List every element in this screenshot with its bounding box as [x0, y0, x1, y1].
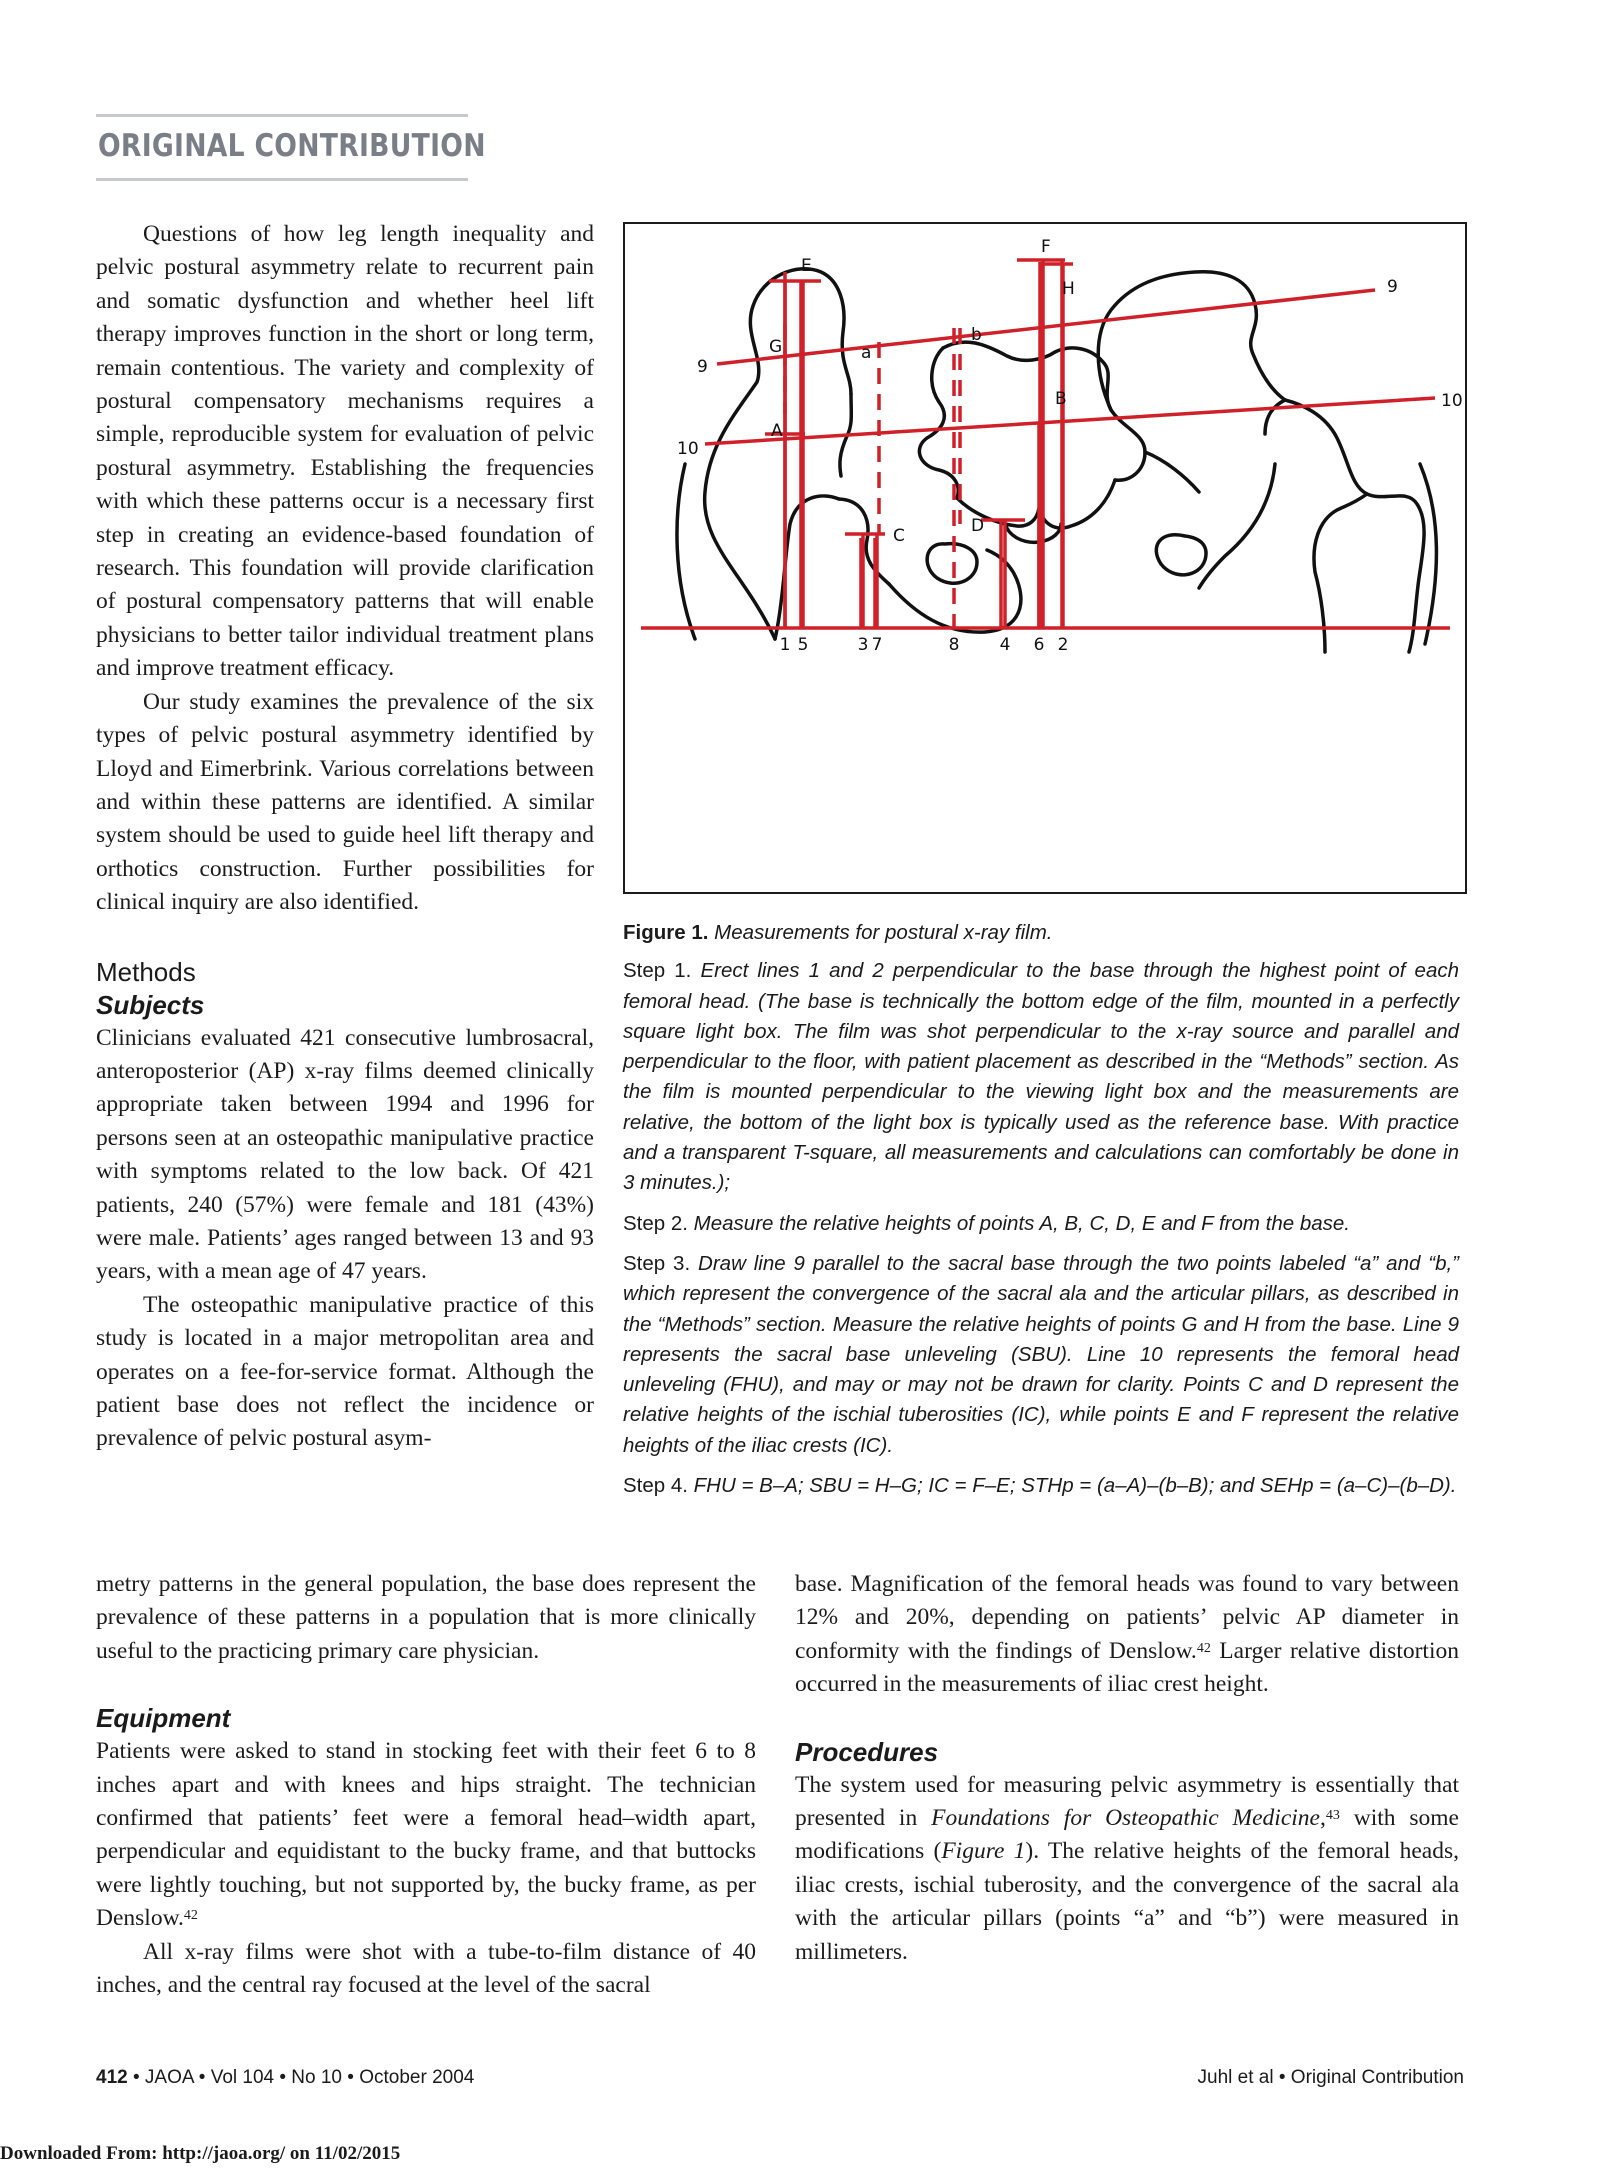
step-4-text: FHU = B–A; SBU = H–G; IC = F–E; STHp = (a–A)–(b–B); and SEHp = (a–C)–(b–D). [687, 1474, 1457, 1498]
label-10-left: 10 [677, 439, 699, 459]
label-A: A [771, 421, 783, 441]
base-numbers [780, 635, 1069, 655]
caption-step-1 [623, 956, 1459, 1198]
step-2-label: Step 2. [623, 1211, 688, 1235]
subjects-paragraph-2: The osteopathic manipulative practice of this study is located in a major metropolitan area and operates on a fee-for-service format. Although the patient base does not reflect the incidence or prevalence of pelvic postural asym- [96, 1291, 594, 1452]
caption-title [623, 918, 1459, 948]
figure-1-pelvis-diagram [623, 222, 1467, 894]
continuation-paragraph: metry patterns in the general population, the base does represent the prevalence of these patterns in a population that is more clinically useful to the practicing primary care physician. [96, 1571, 756, 1664]
procedures-text-c: ). The relative heights of the femoral heads, iliac crests, ischial tuberosity, and the convergence of the sacral ala with the articular pillars (points “a” and “b”) were measured in millimeters. [795, 1838, 1460, 1965]
label-D: D [971, 516, 985, 536]
equipment-paragraph-1 [96, 1735, 756, 1935]
reference-42-b: 42 [1196, 1640, 1211, 1656]
caption-figure-title: Measurements for postural x-ray film. [708, 921, 1053, 944]
figure-reference: Figure 1 [941, 1838, 1026, 1865]
lower-right-column [795, 1568, 1459, 1969]
reference-43: 43 [1325, 1808, 1340, 1824]
book-title: Foundations for Osteopathic Medicine [931, 1805, 1320, 1832]
base-number-1: 1 [779, 635, 791, 655]
diagram-labels [677, 237, 1463, 546]
base-number-5: 5 [797, 635, 809, 655]
header-rule-bottom [96, 178, 468, 181]
section-title: ORIGINAL CONTRIBUTION [98, 128, 486, 164]
header-rule-top [96, 114, 468, 117]
caption-step-3 [623, 1249, 1459, 1461]
journal-citation: • JAOA • Vol 104 • No 10 • October 2004 [127, 2067, 475, 2088]
step-3-label: Step 3. [623, 1251, 691, 1275]
intro-paragraph-1: Questions of how leg length inequality and pelvic postural asymmetry relate to recurrent pain and somatic dysfunction and whether heel lift therapy improves function in the short or long term, remain contentious. The variety and complexity of postural compensatory mechanisms requires a simple, reproducible system for evaluation of pelvic postural asymmetry. Establishing the frequencies with which these patterns occur is a necessary first step in creating an evidence-based foundation of research. This foundation will provide clarification of postural compensatory patterns that will enable physicians to better tailor individual treatment plans and improve treatment efficacy. [96, 221, 594, 682]
measurement-lines [641, 260, 1450, 628]
reference-42: 42 [183, 1908, 198, 1924]
base-number-8: 8 [948, 635, 960, 655]
base-number-4: 4 [999, 635, 1011, 655]
caption-step-2 [623, 1209, 1459, 1239]
figure-caption [623, 918, 1459, 1501]
procedures-text-b: with some modifications ( [795, 1805, 1459, 1865]
extra-verticals [785, 260, 1063, 628]
label-H: H [1062, 279, 1075, 299]
label-b: b [971, 325, 982, 345]
magnification-paragraph [795, 1568, 1459, 1702]
label-G: G [769, 337, 783, 357]
label-C: C [893, 526, 905, 546]
step-4-label: Step 4. [623, 1474, 688, 1498]
step-1-text: Erect lines 1 and 2 perpendicular to the base through the highest point of each femoral head. (The base is technically the bottom edge of the film, mounted in a perfectly square light box. The film was shot perpendicular to the x-ray source and parallel and perpendicular to the floor, with patient placement as described in the “Methods” section. As the film is mounted perpendicular to the viewing light box and the measurements are relative, the bottom of the light box is typically used as the reference base. With practice and a transparent T-square, all measurements and calculations can comfortably be done in 3 minutes.); [623, 959, 1459, 1195]
label-F: F [1041, 237, 1051, 257]
label-9-left: 9 [697, 357, 708, 377]
base-number-3: 3 [857, 635, 869, 655]
magnification-text: base. Magnification of the femoral heads was found to vary between 12% and 20%, depending on patients’ pelvic AP diameter in conformity with the findings of Denslow. [795, 1571, 1459, 1664]
procedures-comma: , [1319, 1805, 1326, 1832]
intro-paragraph-2: Our study examines the prevalence of the six types of pelvic postural asymmetry identified by Lloyd and Eimerbrink. Various correlations between and within these patterns are identified. A similar system should be used to guide heel lift therapy and orthotics construction. Further possibilities for clinical inquiry are also identified. [96, 688, 594, 916]
caption-figure-label: Figure 1. [623, 921, 709, 944]
page-number: 412 [96, 2067, 128, 2088]
left-column [96, 218, 594, 1456]
procedures-text-a: The system used for measuring pelvic asymmetry is essentially that presented in [795, 1771, 1459, 1832]
download-notice: Downloaded From: http://jaoa.org/ on 11/02/2015 [0, 2143, 401, 2164]
footer-right: Juhl et al • Original Contribution [1197, 2067, 1464, 2088]
label-10-right: 10 [1441, 391, 1463, 411]
equipment-paragraph-2: All x-ray films were shot with a tube-to-film distance of 40 inches, and the central ray focused at the level of the sacral [96, 1938, 756, 1999]
magnification-text-end: Larger relative distortion occurred in the measurements of iliac crest height. [795, 1637, 1459, 1698]
subjects-heading: Subjects [96, 989, 205, 1020]
label-B: B [1055, 389, 1067, 409]
label-E: E [801, 256, 812, 276]
base-number-2: 2 [1057, 635, 1069, 655]
caption-step-4 [623, 1471, 1459, 1501]
equipment-paragraph-1-text: Patients were asked to stand in stocking feet with their feet 6 to 8 inches apart and with knees and hips straight. The technician confirmed that patients’ feet were a femoral head–width apart, perpendicular and equidistant to the bucky frame, and that buttocks were lightly touching, but not supported by, the bucky frame, as per Denslow. [96, 1738, 756, 1932]
procedures-paragraph [795, 1769, 1459, 1969]
step-2-text: Measure the relative heights of points A, B, C, D, E and F from the base. [687, 1211, 1350, 1235]
lower-left-column [96, 1568, 756, 2002]
label-9-right: 9 [1387, 277, 1398, 297]
label-a: a [861, 343, 872, 363]
step-1-label: Step 1. [623, 959, 692, 983]
base-number-7: 7 [871, 635, 883, 655]
pelvis-diagram-svg [625, 224, 1465, 892]
equipment-heading: Equipment [96, 1703, 231, 1734]
step-3-text: Draw line 9 parallel to the sacral base through the two points labeled “a” and “b,” which represent the convergence of the sacral ala and the articular pillars, as described in the “Methods” section. Measure the relative heights of points G and H from the base. Line 9 represents the sacral base unleveling (SBU). Line 10 represents the femoral head unleveling (FHU), and may or may not be drawn for clarity. Points C and D represent the relative heights of the ischial tuberosities (IC), while points E and F represent the relative heights of the iliac crests (IC). [623, 1251, 1459, 1457]
footer-left [96, 2067, 474, 2089]
base-number-6: 6 [1033, 635, 1045, 655]
subjects-paragraph-1: Clinicians evaluated 421 consecutive lumbrosacral, anteroposterior (AP) x-ray films deemed clinically appropriate taken between 1994 and 1996 for persons seen at an osteopathic manipulative practice with symptoms related to the low back. Of 421 patients, 240 (57%) were female and 181 (43%) were male. Patients’ ages ranged between 13 and 93 years, with a mean age of 47 years. [96, 1024, 594, 1285]
methods-heading: Methods [96, 956, 196, 987]
procedures-heading: Procedures [795, 1736, 939, 1767]
